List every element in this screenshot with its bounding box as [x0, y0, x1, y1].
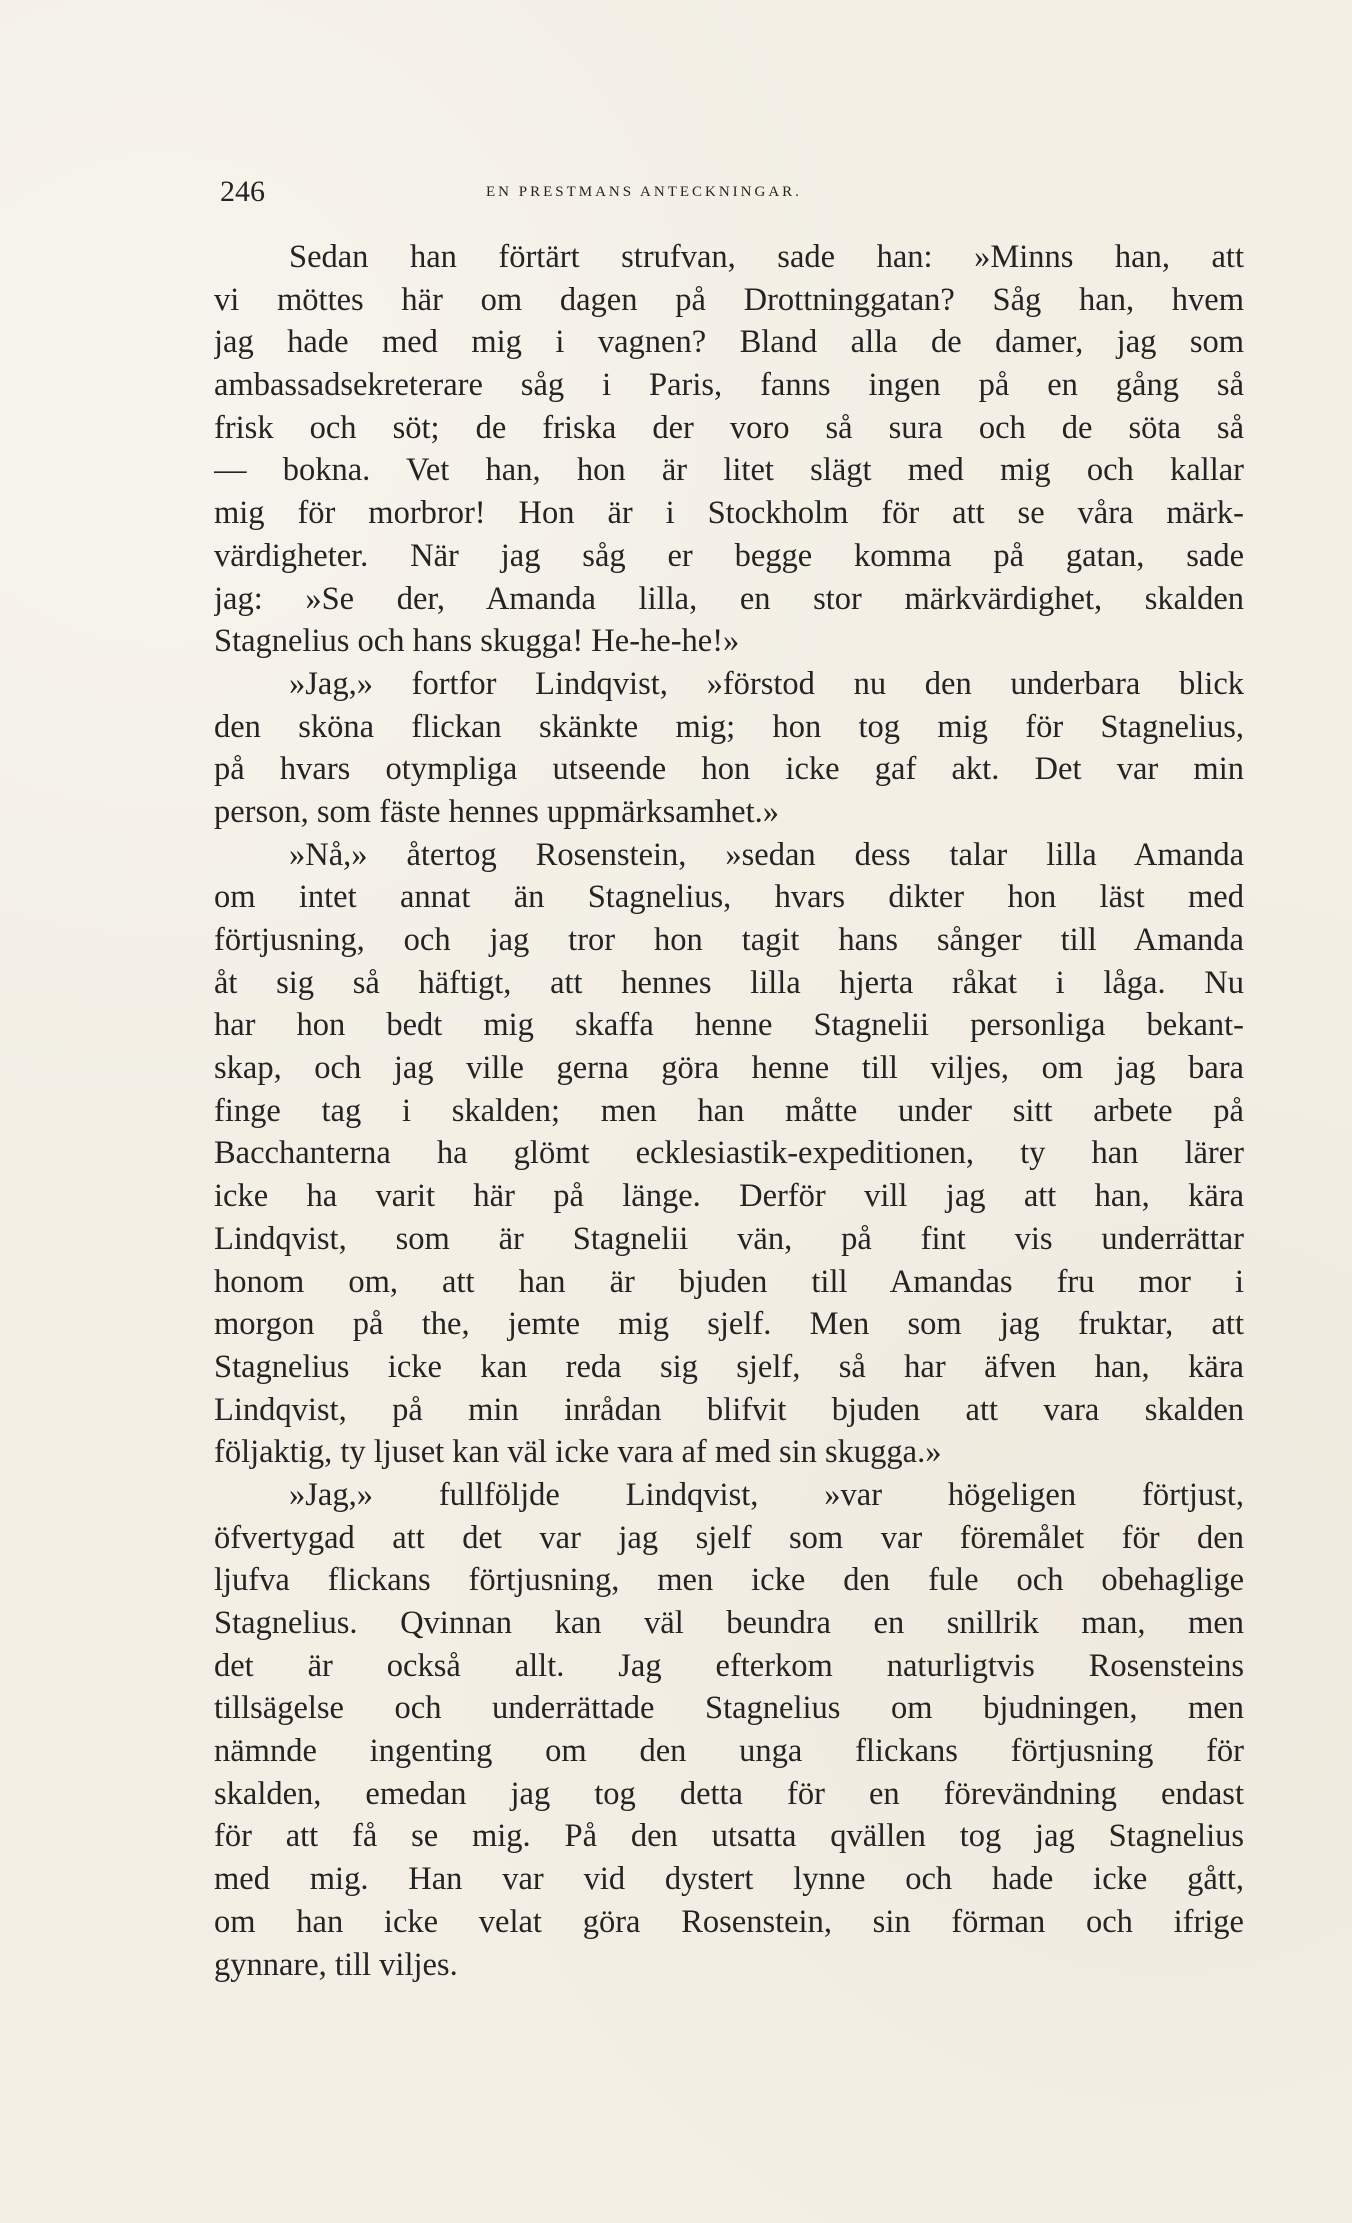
- text-line: om intet annat än Stagnelius, hvars dikter hon läst med: [214, 879, 1244, 916]
- text-line: — bokna. Vet han, hon är litet slägt med mig och kallar: [214, 452, 1244, 489]
- text-line: med mig. Han var vid dystert lynne och hade icke gått,: [214, 1861, 1244, 1898]
- text-line: »Jag,» fortfor Lindqvist, »förstod nu den underbara blick: [289, 665, 1244, 702]
- text-line: jag hade med mig i vagnen? Bland alla de damer, jag som: [214, 324, 1244, 361]
- text-line: morgon på the, jemte mig sjelf. Men som jag fruktar, att: [214, 1306, 1244, 1343]
- text-line: på hvars otympliga utseende hon icke gaf akt. Det var min: [214, 751, 1244, 788]
- text-line: Lindqvist, på min inrådan blifvit bjuden att vara skalden: [214, 1391, 1244, 1428]
- running-title: EN PRESTMANS ANTECKNINGAR.: [486, 184, 802, 200]
- text-line: tillsägelse och underrättade Stagnelius om bjudningen, men: [214, 1690, 1244, 1727]
- text-line: gynnare, till viljes.: [214, 1946, 458, 1983]
- text-line: Stagnelius icke kan reda sig sjelf, så har äfven han, kära: [214, 1348, 1244, 1385]
- text-line: Stagnelius. Qvinnan kan väl beundra en snillrik man, men: [214, 1605, 1244, 1641]
- page-header: [220, 176, 980, 216]
- text-line: ambassadsekreterare såg i Paris, fanns ingen på en gång så: [214, 367, 1244, 404]
- body-text: [214, 236, 1244, 1986]
- text-line: person, som fäste hennes uppmärksamhet.»: [214, 793, 780, 830]
- text-line: det är också allt. Jag efterkom naturligtvis Rosensteins: [214, 1647, 1244, 1684]
- text-line: åt sig så häftigt, att hennes lilla hjerta råkat i låga. Nu: [214, 964, 1244, 1001]
- text-line: nämnde ingenting om den unga flickans förtjusning för: [214, 1733, 1244, 1770]
- text-line: »Nå,» återtog Rosenstein, »sedan dess talar lilla Amanda: [289, 836, 1244, 873]
- text-line: Sedan han förtärt strufvan, sade han: »Minns han, att: [289, 239, 1244, 275]
- text-line: den sköna flickan skänkte mig; hon tog mig för Stagnelius,: [214, 708, 1244, 745]
- text-line: öfvertygad att det var jag sjelf som var föremålet för den: [214, 1519, 1244, 1556]
- text-line: icke ha varit här på länge. Derför vill jag att han, kära: [214, 1178, 1244, 1215]
- text-line: skap, och jag ville gerna göra henne till viljes, om jag bara: [214, 1050, 1244, 1087]
- text-line: finge tag i skalden; men han måtte under sitt arbete på: [214, 1092, 1244, 1129]
- text-line: ljufva flickans förtjusning, men icke den fule och obehaglige: [214, 1562, 1244, 1599]
- text-line: värdigheter. När jag såg er begge komma på gatan, sade: [214, 537, 1244, 574]
- page-number: 246: [220, 175, 265, 208]
- text-line: skalden, emedan jag tog detta för en förevändning endast: [214, 1775, 1244, 1812]
- text-line: jag: »Se der, Amanda lilla, en stor märkvärdighet, skalden: [214, 580, 1244, 617]
- text-line: följaktig, ty ljuset kan väl icke vara af med sin skugga.»: [214, 1434, 942, 1471]
- text-line: mig för morbror! Hon är i Stockholm för att se våra märk-: [214, 495, 1244, 532]
- text-line: Lindqvist, som är Stagnelii vän, på fint vis underrättar: [214, 1220, 1244, 1257]
- text-line: förtjusning, och jag tror hon tagit hans sånger till Amanda: [214, 922, 1244, 958]
- text-line: Bacchanterna ha glömt ecklesiastik-expeditionen, ty han lärer: [214, 1135, 1244, 1172]
- text-line: frisk och söt; de friska der voro så sura och de söta så: [214, 409, 1244, 446]
- text-line: vi möttes här om dagen på Drottninggatan? Såg han, hvem: [214, 281, 1244, 318]
- text-line: »Jag,» fullföljde Lindqvist, »var högeligen förtjust,: [289, 1476, 1244, 1513]
- text-line: Stagnelius och hans skugga! He-he-he!»: [214, 623, 740, 660]
- text-line: har hon bedt mig skaffa henne Stagnelii personliga bekant-: [214, 1007, 1244, 1044]
- text-line: honom om, att han är bjuden till Amandas fru mor i: [214, 1263, 1244, 1300]
- text-line: om han icke velat göra Rosenstein, sin förman och ifrige: [214, 1903, 1244, 1940]
- text-line: för att få se mig. På den utsatta qvällen tog jag Stagnelius: [214, 1818, 1244, 1855]
